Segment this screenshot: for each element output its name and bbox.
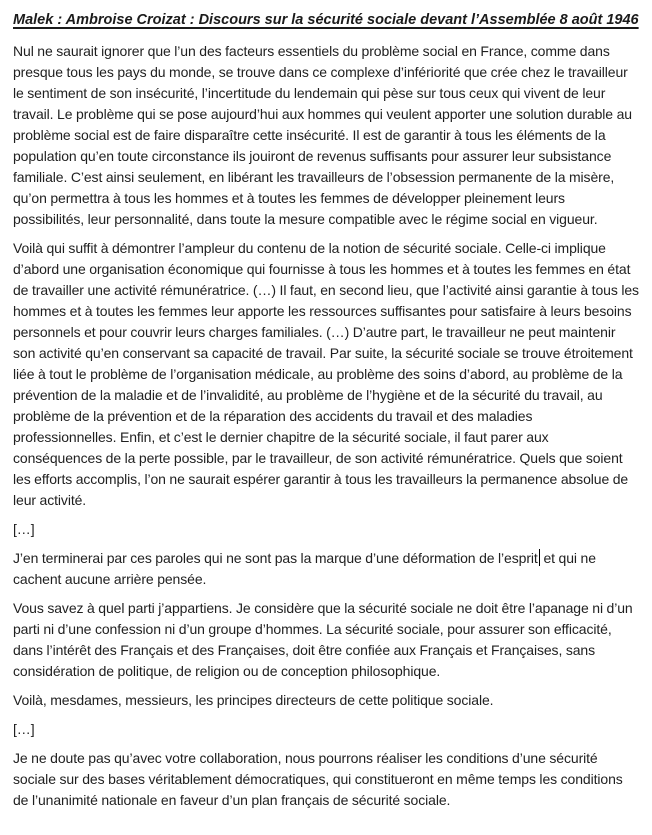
paragraph-4[interactable]: Vous savez à quel parti j’appartiens. Je considère que la sécurité sociale ne doit être l’apanage ni d’un parti ni d’une confession ni d’un groupe d’hommes. La sécurité sociale, pour assurer son efficacité, dans l’intérêt des Français et des Françaises, doit être confiée aux Français et Françaises, sans considération de politique, de religion ou de conception philosophique. [13, 600, 633, 679]
paragraph-6[interactable]: Je ne doute pas qu’avec votre collaboration, nous pourrons réaliser les conditions d’une sécurité sociale sur des bases véritablement démocratiques, qui constitueront en même temps les conditions de l’unanimité nationale en faveur d’un plan français de sécurité sociale. [13, 750, 623, 808]
text-after-cursor: et qui ne cachent aucune arrière pensée. [13, 550, 596, 587]
paragraph-5[interactable]: Voilà, mesdames, messieurs, les principes directeurs de cette politique sociale. [13, 692, 494, 708]
paragraph-2[interactable]: Voilà qui suffit à démontrer l’ampleur du contenu de la notion de sécurité sociale. Celle-ci implique d’abord une organisation économique qui fournisse à tous les hommes et à toutes les femmes en état de travailler une activité rémunératrice. (…) Il faut, en second lieu, que l’activité ainsi garantie à tous les hommes et à toutes les femmes leur apporte les ressources suffisantes pour satisfaire à leurs besoins personnels et pour couvrir leurs charges familiales. (…) D’autre part, le travailleur ne peut maintenir son activité qu’en conservant sa capacité de travail. Par suite, la sécurité sociale se trouve étroitement liée à tout le problème de l’organisation médicale, au problème des soins d’abord, au problème de la prévention de la maladie et de l’invalidité, au problème de l’hygiène et de la sécurité du travail, au problème de la prévention et de la réparation des accidents du travail et des maladies professionnelles. Enfin, et c’est le dernier chapitre de la sécurité sociale, il faut parer aux conséquences de la perte possible, par le travailleur, de son activité rémunératrice. Quels que soient les efforts accomplis, l’on ne saurait espérer garantir à tous les travailleurs la permanence absolue de leur activité. [13, 240, 639, 508]
text-before-cursor: J’en terminerai par ces paroles qui ne sont pas la marque d’une déformation de l’esprit [13, 550, 538, 566]
paragraph-1[interactable]: Nul ne saurait ignorer que l’un des facteurs essentiels du problème social en France, comme dans presque tous les pays du monde, se trouve dans ce complexe d’infériorité que crée chez le travailleur le sentiment de son insécurité, l’incertitude du lendemain qui pèse sur tous ceux qui vivent de leur travail. Le problème qui se pose aujourd’hui aux hommes qui veulent apporter une solution durable au problème social est de faire disparaître cette insécurité. Il est de garantir à tous les éléments de la population qu’en toute circonstance ils jouiront de revenus suffisants pour assurer leur subsistance familiale. C’est ainsi seulement, en libérant les travailleurs de l’obsession permanente de la misère, qu’on permettra à tous les hommes et à toutes les femmes de développer pleinement leurs possibilités, leur personnalité, dans toute la mesure compatible avec le régime social en vigueur. [13, 43, 632, 227]
paragraph-3-with-cursor[interactable] [13, 548, 639, 590]
document-title[interactable]: Malek : Ambroise Croizat : Discours sur la sécurité sociale devant l’Assemblée 8 août 1946 [13, 12, 639, 28]
ellipsis-marker-2[interactable]: […] [13, 721, 35, 737]
ellipsis-marker-1[interactable]: […] [13, 521, 35, 537]
